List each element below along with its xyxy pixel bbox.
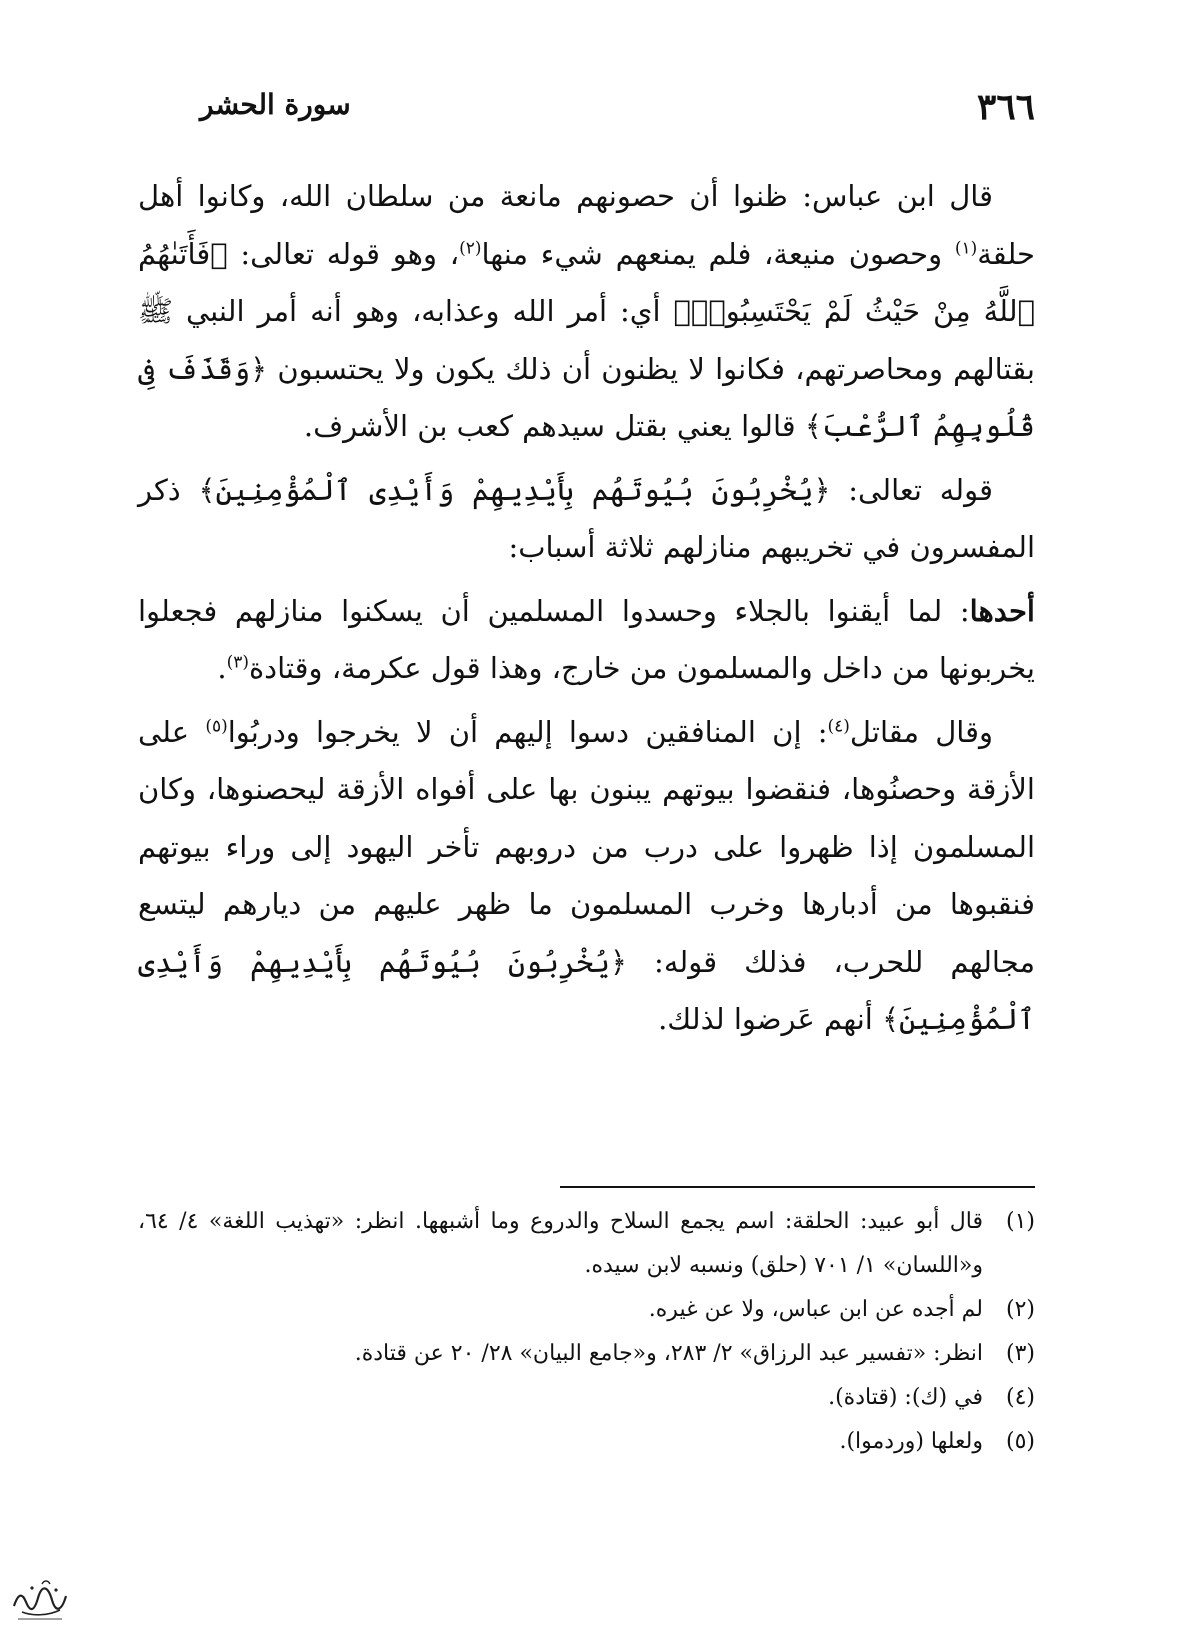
text-run: . (217, 651, 227, 685)
footnote-number: (٣) (1005, 1341, 1035, 1366)
paragraph-4 (138, 704, 1035, 1049)
footnote-text: في (ك): (قتادة). (828, 1385, 983, 1410)
footnote-ref-2: (٢) (459, 237, 482, 258)
footnote-number: (٥) (1005, 1429, 1035, 1454)
text-run: : إن المنافقين دسوا إليهم أن لا يخرجوا ودربُوا (227, 714, 828, 749)
footnote-4 (138, 1376, 1035, 1420)
text-run: : لما أيقنوا بالجلاء وحسدوا المسلمين أن يسكنوا منازلهم فجعلوا يخربونها من داخل والمسلمون من خارج، وهذا قول عكرمة، وقتادة (138, 593, 1035, 685)
footnote-number: (١) (1005, 1209, 1035, 1234)
library-stamp-icon (8, 1572, 72, 1624)
footnote-number: (٢) (1005, 1297, 1035, 1322)
text-run: ، وهو قوله تعالى: (227, 236, 460, 271)
footnote-text: قال أبو عبيد: الحلقة: اسم يجمع السلاح والدروع وما أشبهها. انظر: «تهذيب اللغة» ٤/ ٦٤، و«اللسان» ١/ ٧٠١ (حلق) ونسبه لابن سيده. (138, 1209, 984, 1278)
paragraph-3 (138, 583, 1035, 698)
running-header (200, 86, 1035, 136)
footnote-ref-1: (١) (954, 237, 978, 258)
paragraph-2 (138, 462, 1035, 577)
footnote-ref-5: (٥) (205, 715, 228, 736)
footnote-ref-3: (٣) (226, 652, 249, 673)
footnote-2 (138, 1288, 1035, 1332)
page-number: ٣٦٦ (976, 86, 1035, 128)
footnote-text: انظر: «تفسير عبد الرزاق» ٢/ ٢٨٣، و«جامع البيان» ٢٨/ ٢٠ عن قتادة. (354, 1341, 983, 1366)
footnote-5 (138, 1420, 1035, 1464)
quran-verse: ﴿فَأَتَىٰهُمُ ٱللَّهُ مِنْ حَيْثُ لَمْ يَحْتَسِبُوا۟﴾ (138, 236, 1035, 328)
surah-title: سورة الحشر (200, 88, 351, 121)
text-run: ذكر المفسرون في تخريبهم منازلهم ثلاثة أسباب: (138, 472, 1035, 564)
quran-verse: ﴿يُخْرِبُونَ بُيُوتَهُم بِأَيْدِيهِمْ وَأَيْدِى ٱلْمُؤْمِنِينَ﴾ (138, 944, 1035, 1036)
footnote-1 (138, 1200, 1035, 1288)
text-run: قال ابن عباس: ظنوا أن حصونهم مانعة من سلطان الله، وكانوا أهل حلقة (138, 179, 1035, 271)
text-run: قالوا يعني بقتل سيدهم كعب بن الأشرف. (303, 409, 805, 443)
text-run: قوله تعالى: (830, 472, 993, 507)
quran-verse: ﴿يُخْرِبُونَ بُيُوتَهُم بِأَيْدِيهِمْ وَأَيْدِى ٱلْمُؤْمِنِينَ﴾ (198, 472, 831, 507)
footnote-text: ولعلها (وردموا). (839, 1429, 983, 1454)
footnote-number: (٤) (1005, 1385, 1035, 1410)
footnote-ref-4: (٤) (827, 715, 850, 736)
paragraph-1 (138, 168, 1035, 456)
text-run: وحصون منيعة، فلم يمنعهم شيء منها (481, 236, 955, 271)
stamp-logo (8, 1572, 72, 1624)
text-run: أي: أمر الله وعذابه، وهو أنه أمر النبي ﷺ بقتالهم ومحاصرتهم، فكانوا لا يظنون أن ذلك يكون ولا يحتسبون (138, 294, 1035, 386)
footnote-separator (560, 1186, 1035, 1188)
footnotes (138, 1200, 1035, 1464)
footnote-text: لم أجده عن ابن عباس، ولا عن غيره. (648, 1297, 983, 1322)
text-run: وقال مقاتل (849, 714, 993, 749)
footnote-3 (138, 1332, 1035, 1376)
lead-word: أحدها (969, 593, 1035, 628)
text-run: أنهم عَرضوا لذلك. (658, 1002, 883, 1036)
text-run: على الأزقة وحصنُوها، فنقضوا بيوتهم يبنون بها على أفواه الأزقة ليحصنوها، وكان المسلمون إذا ظهروا على درب من دروبهم تأخر اليهود إلى وراء بيوتهم فنقبوها من أدبارها وخرب المسلمون ما ظهر عليهم من ديارهم ليتسع مجالهم للحرب، فذلك قوله: (138, 714, 1036, 979)
quran-verse: ﴿وَقَذَفَ فِى قُلُوبِهِمُ ٱلرُّعْبَ﴾ (138, 351, 1035, 443)
main-text (138, 168, 1035, 1049)
